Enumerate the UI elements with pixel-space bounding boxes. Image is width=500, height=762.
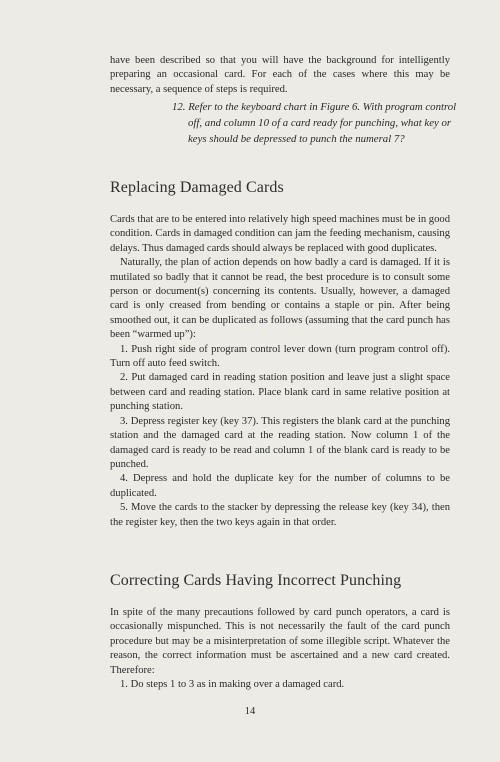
step-item: 2. Put damaged card in reading station position and leave just a slight space between card and reading station. Place blank card in same relative position at punching station. xyxy=(110,372,450,413)
section-heading-replacing: Replacing Damaged Cards xyxy=(110,179,284,196)
section-heading-correcting: Correcting Cards Having Incorrect Punching xyxy=(110,572,402,589)
section-body-correcting xyxy=(110,606,450,692)
paragraph: Naturally, the plan of action depends on how badly a card is damaged. If it is mutilated so badly that it cannot be read, the best procedure is to consult some person or document(s) concerning its contents. Usually, however, a damaged card is only creased from bending or contains a staple or pin. After being smoothed out, it can be duplicated as follows (assuming that the card punch has been “warmed up”): xyxy=(110,257,450,341)
intro-paragraph-block xyxy=(110,54,450,97)
page-number: 14 xyxy=(244,706,256,717)
review-question: 12. Refer to the keyboard chart in Figure 6. With program control off, and column 10 of a card ready for punching, what key or keys should be depressed to punch the numeral 7? xyxy=(172,101,457,146)
step-item: 5. Move the cards to the stacker by depressing the release key (key 34), then the register key, then the two keys again in that order. xyxy=(110,502,450,528)
step-item: 1. Push right side of program control lever down (turn program control off). Turn off auto feed switch. xyxy=(110,343,450,370)
section-body-replacing xyxy=(110,213,450,530)
step-item: 1. Do steps 1 to 3 as in making over a damaged card. xyxy=(120,679,345,691)
intro-paragraph: have been described so that you will have the background for intelligently preparing an occasional card. For each of the cases where this may be necessary, a sequence of steps is required. xyxy=(110,55,450,95)
paragraph: In spite of the many precautions followed by card punch operators, a card is occasionally mispunched. This is not necessarily the fault of the card punch procedure but may be a misinterpretation of some illegible script. Whatever the reason, the correct information must be ascertained and a new card created. Therefore: xyxy=(110,607,450,676)
paragraph: Cards that are to be entered into relatively high speed machines must be in good condition. Cards in damaged condition can jam the feeding mechanism, causing delays. Thus damaged cards should always be replaced with good duplicates. xyxy=(110,214,450,254)
step-item: 3. Depress register key (key 37). This registers the blank card at the punching station and the damaged card at the reading station. Now column 1 of the damaged card is ready to be read and column 1 of the blank card is ready to be punched. xyxy=(110,415,450,470)
step-item: 4. Depress and hold the duplicate key for the number of columns to be duplicated. xyxy=(110,473,450,499)
